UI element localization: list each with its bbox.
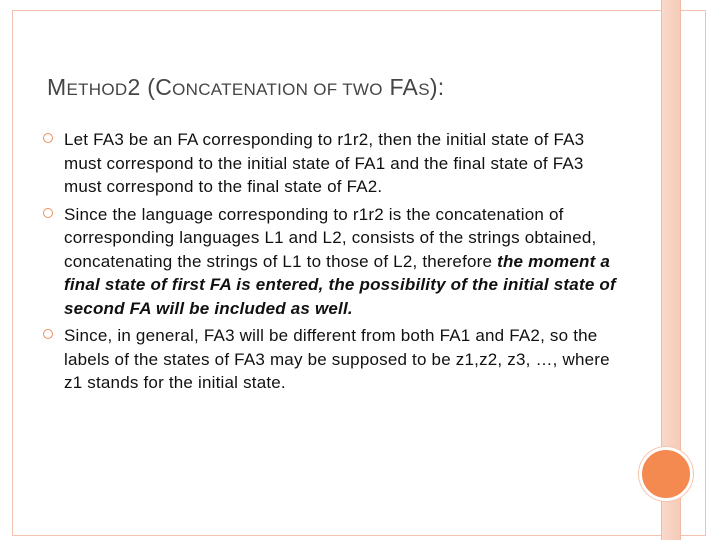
title-text: ONCATENATION OF TWO — [172, 80, 383, 99]
bullet-circle-icon — [43, 329, 53, 339]
title-text: 2 (C — [127, 74, 173, 100]
bullet-circle-icon — [43, 208, 53, 218]
title-text: M — [47, 74, 67, 100]
title-text: ): — [429, 74, 445, 100]
slide-title — [47, 74, 444, 101]
bullet-item — [43, 203, 623, 321]
bullet-item — [43, 128, 623, 199]
bullet-text: Since, in general, FA3 will be different from both FA1 and FA2, so the labels of the states of FA3 may be supposed to be z1,z2, z3, …, where z1 stands for the initial state. — [64, 326, 610, 392]
title-text: ETHOD — [66, 80, 128, 99]
bullet-text-emphasis: the moment a final state of first FA is entered, the possibility of the initial state of second FA will be included as well. — [64, 251, 616, 318]
bullet-text-plain: Since the language corresponding to r1r2 is the concatenation of corresponding languages L1 and L2, consists of the strings obtained, concatenating the strings of L1 to those of L2, therefore — [64, 204, 597, 271]
bullet-list — [43, 128, 623, 399]
bullet-text — [64, 203, 623, 321]
title-text: FA — [382, 74, 419, 100]
orange-circle-icon — [639, 447, 693, 501]
bullet-text: Let FA3 be an FA corresponding to r1r2, then the initial state of FA3 must correspond to the initial state of FA1 and the final state of FA3 must correspond to the final state of FA2. — [64, 130, 585, 196]
bullet-item — [43, 324, 623, 395]
title-text: S — [418, 80, 430, 99]
bullet-circle-icon — [43, 133, 53, 143]
